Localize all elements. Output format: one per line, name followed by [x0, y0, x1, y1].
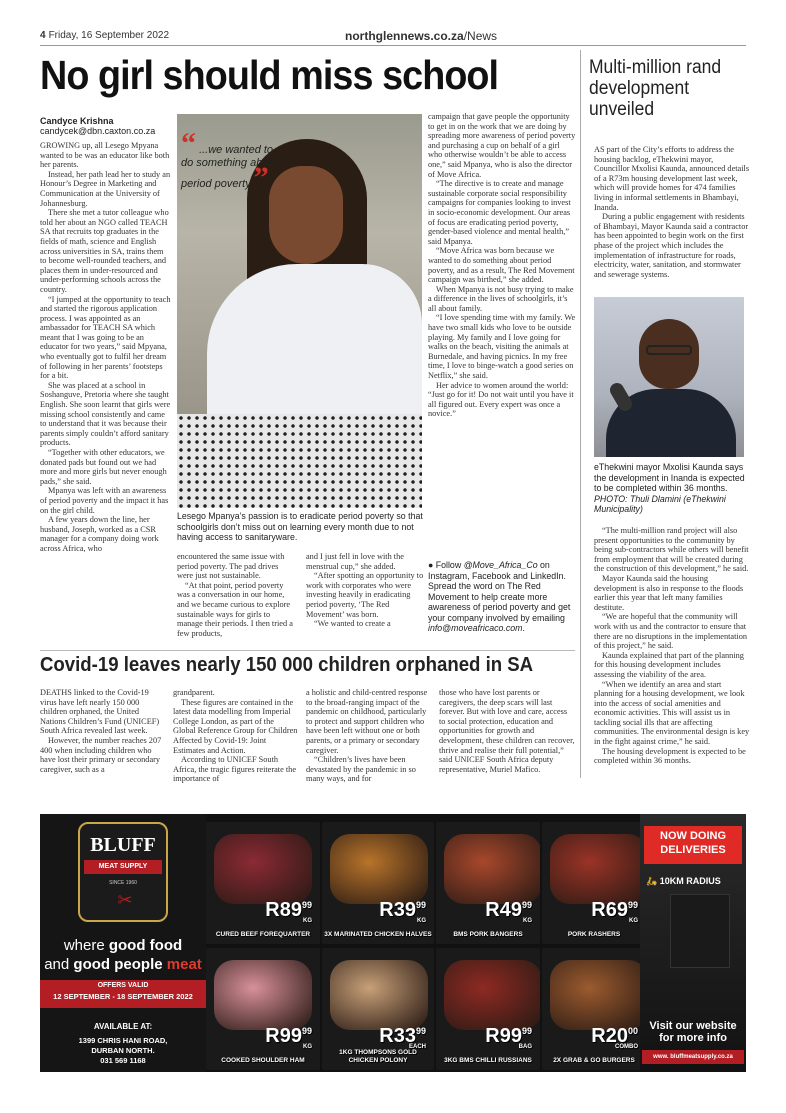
byline — [40, 116, 155, 136]
photo-caption: Lesego Mpanya’s passion is to eradicate period poverty so that schoolgirls don’t miss out on learning every month due to not having access to sanitaryware. — [177, 511, 423, 542]
product-name: 3KG BMS CHILLI RUSSIANS — [444, 1056, 532, 1064]
bluff-meat-supply-advert — [40, 814, 746, 1072]
site-name: northglennews.co.za — [345, 29, 464, 43]
offers-banner: OFFERS VALID 12 SEPTEMBER - 18 SEPTEMBER 2022 — [40, 980, 206, 1008]
covid-column-3 — [306, 688, 431, 784]
section-name: /News — [463, 29, 498, 43]
paragraph: There she met a tutor colleague who told her about an NGO called TEACH SA that recruits top graduates in the fields of math, science and English across universities in SA, trains them to become well-rounded teachers, and places them in under-resourced and under-performing schools across the country. — [40, 208, 169, 294]
product-price: $R33^{99}$ EACH — [379, 1025, 426, 1050]
paragraph: Mpanya was left with an awareness of period poverty and the impact it has on the girl child. — [40, 486, 169, 515]
paragraph: and I just fell in love with the menstrual cup,” she added. — [306, 552, 404, 571]
product-tile — [542, 822, 646, 944]
side-headline: Multi-million rand development unveiled — [589, 57, 722, 120]
follow-note: ● Follow @Move_Africa_Co on Instagram, Facebook and LinkedIn. Spread the word on The Red Movement to help create more awareness of period poverty and get your company involved by emailing info@moveafricaco.com. — [428, 560, 571, 633]
paragraph: “We wanted to create a — [314, 619, 391, 629]
product-name: 2X GRAB & GO BURGERS — [553, 1056, 635, 1064]
product-name: BMS PORK BANGERS — [453, 930, 523, 938]
covid-column-4 — [439, 688, 575, 784]
paragraph: The housing development is expected to be completed within 36 months. — [594, 746, 746, 766]
advert-tagline: where good food and good people meat — [44, 937, 202, 973]
product-price: $R49^{99}$ KG — [485, 899, 532, 924]
product-name: PORK RASHERS — [567, 930, 621, 938]
covid-column-2 — [173, 688, 298, 784]
page-date: Friday, 16 September 2022 — [48, 30, 170, 41]
main-story-column-3 — [306, 552, 424, 648]
product-tile — [322, 822, 434, 944]
product-price: $R89^{99}$ KG — [265, 899, 312, 924]
delivery-banner: NOW DOING DELIVERIES — [644, 826, 742, 864]
social-handle: @Move_Africa_Co — [463, 560, 538, 570]
product-price: $R99^{99}$ BAG — [485, 1025, 532, 1050]
page-header — [40, 30, 746, 46]
paragraph: “At that point, period poverty was a conversation in our home, and we became curious to explore sustainable ways for girls to manage their periods. I then tried a few products, — [177, 580, 293, 638]
mayor-kaunda-photo — [594, 297, 744, 457]
product-price: $R20^{00}$ COMBO — [591, 1025, 638, 1050]
product-tile — [206, 948, 320, 1070]
page-folio — [40, 30, 169, 41]
lesego-mpanya-photo — [177, 114, 422, 508]
main-story-column-4 — [428, 112, 576, 558]
close-quote-icon: ” — [253, 161, 269, 194]
paragraph: According to UNICEF South Africa, the tragic figures reiterate the importance of — [173, 755, 297, 784]
paragraph: However, the number reaches 207 400 when including children who have lost their primary or secondary caregiver, such as a — [40, 735, 162, 774]
product-tile — [542, 948, 646, 1070]
paragraph: DEATHS linked to the Covid-19 virus have left nearly 150 000 children orphaned, the United Nations Children’s Fund (UNICEF) South Africa revealed last week. — [40, 688, 160, 736]
paragraph: campaign that gave people the opportunity to get in on the work that we are doing by spreading more awareness of period poverty and purchasing a cup on behalf of a girl who otherwise wouldn’t be able to access one,” said Mpanya, who is also the director of Move Africa. — [428, 112, 576, 179]
paragraph: When Mpanya is not busy trying to make a difference in the lives of schoolgirls, it’s all about family. — [428, 284, 574, 313]
paragraph: “Move Africa was born because we wanted to do something about period poverty, and as a result, The Red Movement campaign was birthed,” she added. — [428, 246, 575, 285]
column-divider — [580, 50, 581, 778]
product-tile — [436, 948, 540, 1070]
paragraph: “I jumped at the opportunity to teach and started the rigorous application process. I was appointed as an ambassador for TEACH SA which meant that I was going to be an educator for two years,” said Mpyana, who eventually got to fulfil her dream of following in her parents’ footsteps for a bit. — [40, 294, 171, 381]
paragraph: “Together with other educators, we donated pads but found out we had more and more girls but never enough pads,” she said. — [40, 448, 167, 486]
product-price: $R99^{99}$ KG — [265, 1025, 312, 1050]
paragraph: “The multi-million rand project will also present opportunities to the community by being sub-contractors while others will benefit from employment that will be created during the construction of this development,” he said. — [594, 526, 749, 574]
section-divider — [40, 650, 575, 651]
contact-email: info@moveafricaco.com — [428, 623, 523, 633]
covid-headline: Covid-19 leaves nearly 150 000 children orphaned in SA — [40, 654, 534, 676]
paragraph: AS part of the City’s efforts to address the housing backlog, eThekwini mayor, Councillor Mxolisi Kaunda, announced details of a R73m housing development last week, which will provide homes for 474 families living in informal settlements in Bhambayi, Inanda. — [594, 145, 750, 212]
scooter-icon: 🛵 — [646, 876, 658, 886]
paragraph: grandparent. — [173, 688, 215, 697]
side-story-body — [594, 526, 750, 778]
paragraph: “I love spending time with my family. We have two small kids who love to be outside playing. My family and I love going for walks on the beach, visiting the animals at Burnedale, and having picnics. In my free time, I love to binge-watch a good series on Netflix,” she said. — [428, 313, 576, 381]
paragraph: She was placed at a school in Soshanguve, Pretoria where she taught English. She soon learnt that girls were missing school consistently and came to understand that it was because their parents simply couldn’t afford sanitary products. — [40, 380, 171, 448]
masthead-url — [345, 29, 497, 43]
product-name: 3X MARINATED CHICKEN HALVES — [324, 930, 432, 938]
advert-brand-panel — [40, 814, 206, 1072]
store-address: AVAILABLE AT: 1399 CHRIS HANI ROAD, DURBAN NORTH. 031 569 1168 — [78, 1022, 168, 1065]
product-name: CURED BEEF FOREQUARTER — [215, 930, 311, 938]
product-image — [444, 834, 540, 904]
website-url[interactable]: www. bluffmeatsupply.co.za — [642, 1050, 744, 1064]
main-story-column-2 — [177, 552, 295, 648]
product-name: 1KG THOMPSONS GOLD CHICKEN POLONY — [339, 1049, 417, 1064]
delivery-radius: 🛵 10KM RADIUS — [646, 876, 721, 886]
paragraph: During a public engagement with residents of Bhambayi, Mayor Kaunda said a contractor has been appointed to begin work on the first phase of the project which includes the implementation of infrastructure for roads, electricity, water, sanitation, and stormwater and sewerage systems. — [594, 212, 749, 279]
product-image — [444, 960, 540, 1030]
product-image — [550, 834, 646, 904]
product-name: COOKED SHOULDER HAM — [221, 1056, 305, 1064]
open-quote-icon: “ — [181, 127, 196, 160]
author-email: candycek@dbn.caxton.co.za — [40, 126, 156, 136]
product-price: $R69^{99}$ KG — [591, 899, 638, 924]
product-image — [330, 834, 428, 904]
main-headline: No girl should miss school — [40, 52, 499, 98]
product-image — [214, 960, 312, 1030]
product-image — [214, 834, 312, 904]
paragraph: “After spotting an opportunity to work with corporates who were investing heavily in eradicating period poverty, ‘The Red Movement’ was born. — [306, 571, 424, 619]
paragraph: “The directive is to create and manage sustainable corporate social responsibility campaigns for companies looking to invest in socio-economic development. Our areas of focus are eradicating period poverty, gender-based violence and mental health,” said Mpanya. — [428, 179, 571, 246]
author-name: Candyce Krishna — [40, 116, 114, 126]
paragraph: GROWING up, all Lesego Mpyana wanted to be was an educator like both her parents. — [40, 141, 170, 170]
paragraph: Instead, her path lead her to study an Honour’s Degree in Marketing and Communication at the University of Johannesburg. — [40, 169, 171, 208]
page-number: 4 — [40, 30, 46, 41]
paragraph: “We are hopeful that the community will work with us and the contractor to ensure that there are no disruptions in the implementation of this project,” he said. — [594, 612, 747, 651]
paragraph: A few years down the line, her husband, Joseph, worked as a CSR manager for a company doing work across Africa, who — [40, 515, 159, 553]
side-story-intro — [594, 145, 750, 295]
product-price: $R39^{99}$ KG — [379, 899, 426, 924]
product-image — [330, 960, 428, 1030]
visit-website-text: Visit our website for more info — [649, 1020, 737, 1044]
photo-credit: PHOTO: Thuli Dlamini (eThekwini Municipality) — [594, 493, 726, 514]
delivery-promo-panel — [640, 814, 746, 1072]
mayor-photo-caption: eThekwini mayor Mxolisi Kaunda says the development in Inanda is expected to be completed within 36 months. PHOTO: Thuli Dlamini (eThekwini Municipality) — [594, 462, 745, 514]
paragraph: “Children’s lives have been devastated by the pandemic in so many ways, and for — [306, 755, 416, 784]
pull-quote: “ ...we wanted to do something about period poverty ” — [181, 127, 278, 194]
paragraph: Mayor Kaunda said the housing development is also in response to the floods earlier this year that left many families destitute. — [594, 573, 744, 612]
paragraph: Kaunda explained that part of the planning for this housing development includes assessing the viability of the area. — [594, 650, 744, 679]
covid-column-1 — [40, 688, 165, 784]
product-tile — [206, 822, 320, 944]
main-story-column-1 — [40, 141, 172, 649]
product-tile — [322, 948, 434, 1070]
product-tile — [436, 822, 540, 944]
crossed-knives-icon: ✂ — [117, 890, 133, 910]
paragraph: encountered the same issue with period poverty. The pad drives were just not sustainable. — [177, 552, 285, 581]
bluff-logo: BLUFF MEAT SUPPLY SINCE 1960 ✂ — [78, 822, 168, 922]
paragraph: Her advice to women around the world: “Just go for it! Do not wait until you have it all figured out. Every expert was once a novice.” — [428, 380, 574, 419]
paragraph: those who have lost parents or caregivers, the deep scars will last forever. But with love and care, access to social protection, education and opportunities for growth and development, these children can recover, thrive and realise their full potential,” said UNICEF South Africa deputy representative, Muriel Mafico. — [439, 688, 575, 774]
delivery-box-image — [670, 894, 730, 968]
paragraph: “When we identify an area and start planning for a housing development, we look into the access of social amenities and economic activities. This will assist us in tackling social ills that are affecting communities. The environmental design is key in the fight against crime,” he said. — [594, 679, 750, 747]
product-image — [550, 960, 646, 1030]
paragraph: a holistic and child-centred response to the broad-ranging impact of the pandemic on childhood, particularly to protect and support children who have been left without one or both parents, or a primary or secondary caregiver. — [306, 688, 428, 755]
paragraph: These figures are contained in the latest data modelling from Imperial College London, as part of the Global Reference Group for Children Affected by Covid-19: Joint Estimates and Action. — [173, 697, 298, 755]
